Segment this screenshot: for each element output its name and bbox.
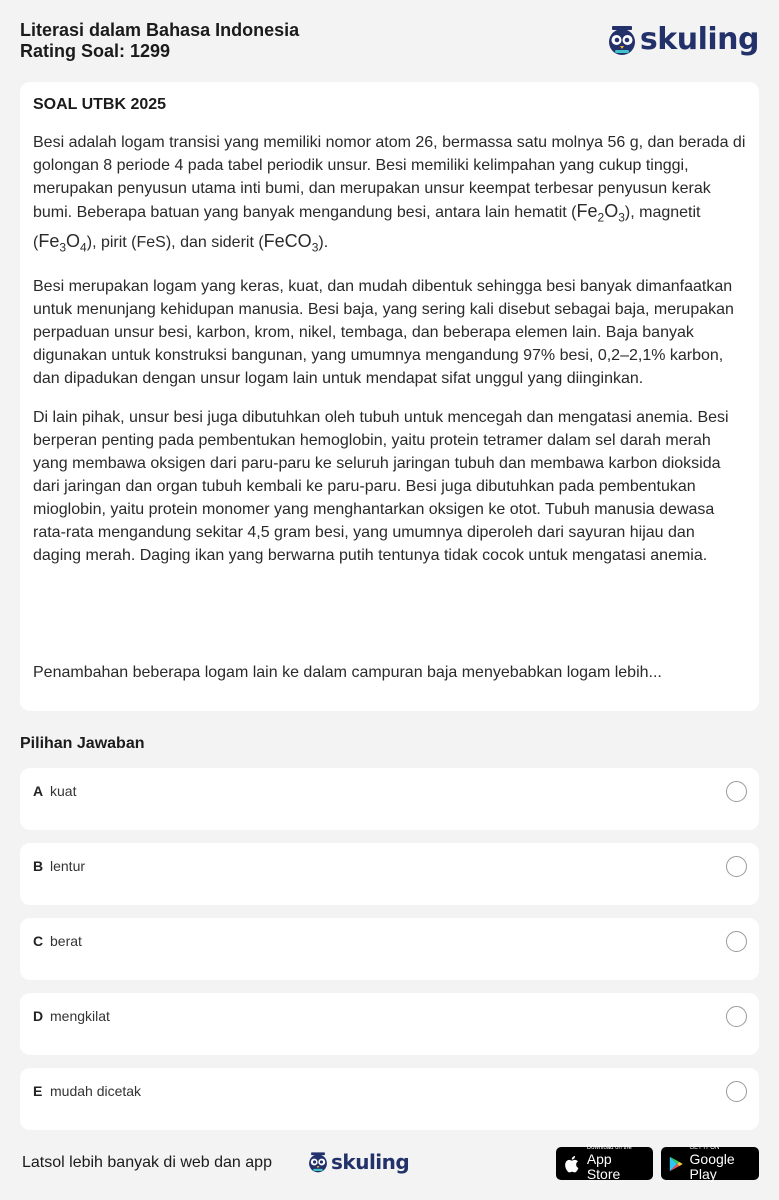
header xyxy=(20,20,759,64)
passage-paragraph-3: Di lain pihak, unsur besi juga dibutuhkan oleh tubuh untuk mencegah dan mengatasi anemia. Besi berperan penting pada pembentukan hemoglobin, yaitu protein tetramer dalam sel darah merah yang membawa oksigen dari paru-paru ke seluruh jaringan tubuh dan membawa karbon dioksida dari jaringan dan organ tubuh kembali ke paru-paru. Besi juga dibutuhkan pada pembentukan mioglobin, yaitu protein monomer yang menghantarkan oksigen ke otot. Tubuh manusia dewasa rata-rata mengandung sekitar 4,5 gram besi, yang umumnya diperoleh dari sayuran hijau dan daging merah. Daging ikan yang berwarna putih tentunya tidak cocok untuk mengatasi anemia. xyxy=(33,409,729,565)
option-letter: A xyxy=(33,783,44,799)
logo-text: skuling xyxy=(639,22,759,57)
google-play-button[interactable] xyxy=(661,1147,759,1180)
footer-skuling-logo[interactable] xyxy=(307,1150,409,1174)
footer-text: Latsol lebih banyak di web dan app xyxy=(22,1154,272,1171)
google-play-small-text: GET IT ON xyxy=(689,1145,720,1151)
app-store-button[interactable] xyxy=(556,1147,653,1180)
subject-title: Literasi dalam Bahasa Indonesia xyxy=(20,20,300,40)
apple-icon xyxy=(564,1154,581,1174)
answer-option-a[interactable] xyxy=(20,768,759,830)
radio-button[interactable] xyxy=(726,931,747,952)
passage-paragraph-1: Besi adalah logam transisi yang memiliki nomor atom 26, bermassa satu molnya 56 g, dan berada di golongan 8 periode 4 pada tabel periodik unsur. Besi memiliki kelimpahan yang cukup tinggi, merupakan penyusun utama inti bumi, dan merupakan unsur keempat terbesar penyusun kerak bumi. Beberapa batuan yang banyak mengandung besi, antara lain hematit $(Fe_2O_3)$, magnetit $(Fe_3O_4)$, pirit (FeS), dan siderit (FeCO$_3$). xyxy=(33,134,746,255)
question-title: SOAL UTBK 2025 xyxy=(33,96,167,113)
option-text: mengkilat xyxy=(50,1008,110,1024)
option-text: kuat xyxy=(50,783,77,799)
question-prompt: Penambahan beberapa logam lain ke dalam campuran baja menyebabkan logam lebih... xyxy=(33,664,662,681)
option-letter: C xyxy=(33,933,44,949)
answer-option-b[interactable] xyxy=(20,843,759,905)
option-letter: B xyxy=(33,858,44,874)
option-text: lentur xyxy=(50,858,86,874)
option-text: berat xyxy=(50,933,82,949)
app-store-small-text: Download on the xyxy=(586,1145,632,1151)
question-card xyxy=(20,82,759,711)
skuling-logo[interactable] xyxy=(606,22,759,57)
option-text: mudah dicetak xyxy=(50,1083,142,1099)
radio-button[interactable] xyxy=(726,856,747,877)
app-store-big-text: App Store xyxy=(586,1151,621,1182)
radio-button[interactable] xyxy=(726,1006,747,1027)
owl-mascot-icon xyxy=(307,1151,329,1173)
google-play-big-text: Google Play xyxy=(689,1151,735,1182)
radio-button[interactable] xyxy=(726,1081,747,1102)
google-play-icon xyxy=(669,1154,684,1174)
answer-option-e[interactable] xyxy=(20,1068,759,1130)
passage-paragraph-2: Besi merupakan logam yang keras, kuat, dan mudah dibentuk sehingga besi banyak dimanfaatkan untuk menunjang kehidupan manusia. Besi baja, yang sering kali disebut sebagai baja, merupakan perpaduan unsur besi, karbon, krom, nikel, tembaga, dan beberapa elemen lain. Baja banyak digunakan untuk konstruksi bangunan, yang umumnya mengandung 97% besi, 0,2–2,1% karbon, dan dipadukan dengan unsur logam lain untuk mendapat sifat unggul yang diinginkan. xyxy=(33,278,734,388)
formula-siderit: FeCO$_3$ xyxy=(263,230,319,255)
footer xyxy=(20,1147,759,1181)
option-letter: E xyxy=(33,1083,43,1099)
option-letter: D xyxy=(33,1008,44,1024)
answer-option-d[interactable] xyxy=(20,993,759,1055)
answer-option-c[interactable] xyxy=(20,918,759,980)
owl-mascot-icon xyxy=(606,24,638,56)
formula-hematit: $Fe_2O_3$ xyxy=(576,201,625,225)
answers-label: Pilihan Jawaban xyxy=(20,735,145,752)
rating-label: Rating Soal: 1299 xyxy=(20,41,171,61)
formula-magnetit: $Fe_3O_4$ xyxy=(38,230,87,255)
logo-text: skuling xyxy=(331,1150,410,1174)
radio-button[interactable] xyxy=(726,781,747,802)
